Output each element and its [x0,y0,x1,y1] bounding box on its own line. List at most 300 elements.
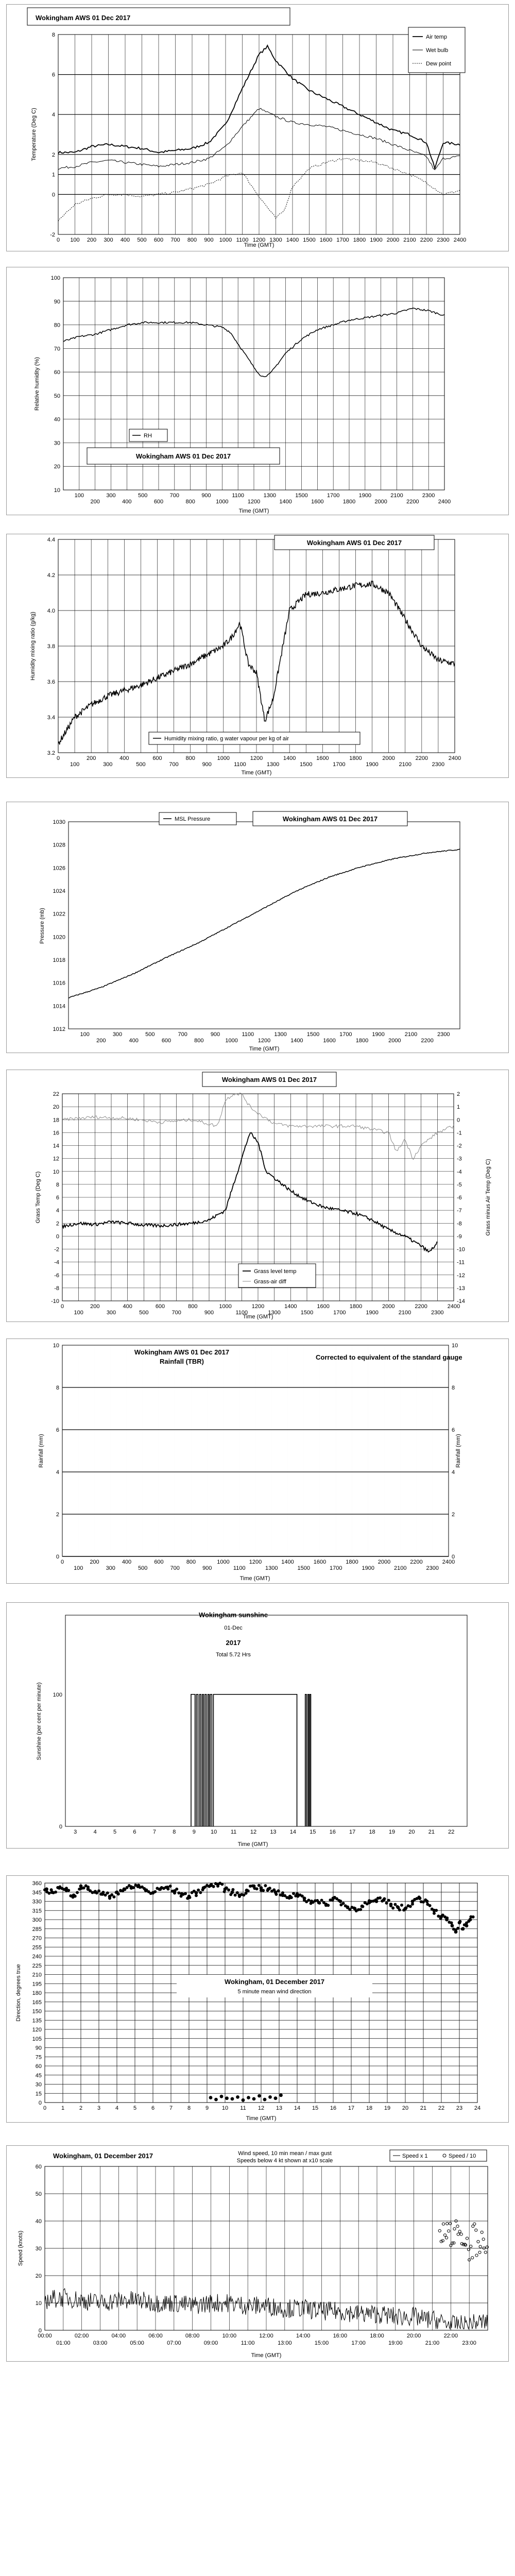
direction-point [220,2095,224,2098]
x-tick-label: 2000 [377,1559,391,1565]
x-tick-label: 2000 [382,1303,395,1310]
y-tick-label: 345 [32,1889,42,1896]
y-axis-label: Humidity mixing ratio (g/kg) [30,612,36,681]
direction-point [97,1889,100,1892]
direction-point [117,1892,120,1895]
x-tick-label: 1700 [333,761,346,768]
y-tick-label: 330 [32,1899,42,1905]
legend [159,812,236,825]
x-tick-label: 2200 [415,1303,427,1310]
x-tick-label: 1400 [283,755,296,761]
y-right-tick-label: -13 [457,1285,465,1292]
wind-direction-chart-panel [6,1875,509,2123]
x-tick-label: 10 [221,2105,229,2111]
y-tick-label: 1030 [53,819,65,825]
x-tick-label: 06:00 [148,2333,163,2339]
direction-point [346,1905,349,1908]
y-right-tick-label: -8 [457,1221,462,1227]
direction-point [318,1902,321,1905]
direction-point [391,1907,394,1910]
x-tick-label: 300 [106,493,116,499]
direction-point [242,2098,245,2102]
x-tick-label: 2400 [448,755,461,761]
direction-point [236,2095,239,2099]
x-tick-label: 100 [74,493,84,499]
y-right-tick-label: 4 [452,1469,455,1476]
direction-point [445,1917,449,1920]
x-tick-label: 07:00 [167,2340,181,2346]
x-tick-label: 1300 [274,1031,287,1038]
x-tick-label: 700 [169,761,179,768]
x-axis-label: Time (GMT) [249,1046,280,1052]
x-tick-label: 08:00 [185,2333,200,2339]
y-tick-label: -10 [51,1298,59,1304]
x-tick-label: 1600 [313,1559,327,1565]
y-tick-label: 10 [53,1168,59,1175]
x-tick-label: 0 [43,2105,47,2111]
x-tick-label: 700 [170,237,180,243]
direction-point [258,1884,261,1887]
y-tick-label: 40 [54,416,60,423]
x-tick-label: 1700 [333,1310,346,1316]
x-tick-label: 1200 [258,1038,271,1044]
direction-point [231,1888,234,1891]
direction-point [106,1891,109,1894]
x-tick-label: 3 [74,1829,77,1835]
x-tick-label: 1900 [366,1310,379,1316]
chart-note-1: Wind speed, 10 min mean / max gust [238,2150,332,2157]
x-tick-label: 800 [186,1559,196,1565]
direction-point [54,1891,57,1894]
y-tick-label: 10 [35,2300,42,2307]
wind-speed-chart [7,2146,509,2362]
x-tick-label: 1700 [327,493,340,499]
y-tick-label: 60 [35,2164,42,2170]
x-tick-label: 18:00 [370,2333,384,2339]
x-tick-label: 400 [129,1038,139,1044]
x-tick-label: 2300 [437,237,450,243]
x-tick-label: 1300 [268,1310,281,1316]
x-tick-label: 23 [456,2105,463,2111]
x-tick-label: 1500 [306,1031,320,1038]
legend [238,1264,316,1287]
y-tick-label: 75 [35,2054,42,2061]
y-tick-label: 18 [53,1117,59,1124]
y-tick-label: 120 [32,2027,42,2033]
direction-point [467,1920,470,1923]
x-tick-label: 1700 [336,237,349,243]
y-right-tick-label: -12 [457,1272,465,1279]
x-tick-label: 1400 [284,1303,297,1310]
x-tick-label: 2200 [410,1559,423,1565]
y-tick-label: 3.8 [47,643,55,650]
y-right-tick-label: 2 [452,1512,455,1518]
direction-point [424,1899,427,1902]
y-tick-label: 1020 [53,934,65,941]
x-tick-label: 600 [155,1303,165,1310]
y-right-tick-label: -4 [457,1168,462,1175]
chart-subtitle: Rainfall (TBR) [160,1358,204,1365]
x-tick-label: 2 [79,2105,83,2111]
x-tick-label: 700 [178,1031,187,1038]
y-axis-label: Pressure (mb) [39,908,45,944]
x-tick-label: 300 [104,237,113,243]
wind-speed-chart-panel [6,2145,509,2362]
direction-point [223,1890,226,1893]
grass-temp-chart [7,1070,509,1323]
x-tick-label: 1800 [342,499,356,505]
x-tick-label: 900 [210,1031,220,1038]
x-tick-label: 1900 [372,1031,385,1038]
x-tick-label: 19 [384,2105,391,2111]
direction-point [348,1908,351,1911]
direction-point [87,1886,90,1889]
direction-point [234,1893,237,1896]
x-tick-label: 500 [145,1031,155,1038]
direction-point [437,1914,440,1918]
x-tick-label: 2200 [406,499,419,505]
x-tick-label: 800 [194,1038,204,1044]
direction-point [193,1890,196,1893]
x-tick-label: 1700 [330,1565,342,1571]
pressure-chart-panel [6,802,509,1053]
direction-point [195,1894,198,1897]
direction-point [379,1896,382,1900]
direction-point [396,1905,399,1908]
direction-point [255,1887,259,1890]
legend-pressure: MSL Pressure [175,816,211,822]
direction-point [322,1901,325,1904]
x-tick-label: 2100 [404,1031,418,1038]
x-tick-label: 1300 [263,493,277,499]
x-tick-label: 6 [151,2105,155,2111]
x-tick-label: 05:00 [130,2340,144,2346]
direction-point [281,1891,284,1894]
humidity-chart-panel [6,267,509,515]
direction-point [247,2096,250,2099]
direction-point [393,1903,397,1906]
y-axis-right-label: Rainfall (mm) [455,1434,461,1468]
legend [149,732,360,744]
plot-area [68,822,460,1029]
x-tick-label: 16 [330,2105,337,2111]
x-tick-label: 200 [90,499,100,505]
direction-point [307,1899,310,1902]
x-tick-label: 1600 [311,499,324,505]
x-tick-label: 1400 [279,499,292,505]
x-axis-label: Time (GMT) [237,1841,268,1848]
y-right-tick-label: 2 [457,1091,460,1097]
chart-title: Wokingham, 01 December 2017 [53,2152,153,2160]
legend [408,27,465,73]
y-right-tick-label: 0 [452,1554,455,1560]
x-tick-label: 500 [138,493,148,499]
y-tick-label: 60 [54,369,60,376]
y-tick-label: 360 [32,1880,42,1887]
direction-point [461,1927,464,1930]
x-tick-label: 500 [138,1565,148,1571]
direction-point [216,1885,219,1888]
y-axis-label: Rainfall (mm) [38,1434,44,1468]
direction-point [199,1891,202,1894]
x-tick-label: 19 [388,1829,396,1835]
mixing-ratio-chart-panel [6,534,509,778]
x-tick-label: 01:00 [56,2340,71,2346]
y-tick-label: 4.4 [47,537,55,543]
humidity-chart [7,267,509,516]
x-tick-label: 1300 [266,761,280,768]
x-tick-label: 14:00 [296,2333,311,2339]
x-tick-label: 100 [70,237,80,243]
direction-point [188,1896,191,1899]
direction-point [400,1904,403,1907]
direction-point [258,2094,261,2098]
x-tick-label: 1000 [219,237,232,243]
direction-point [301,1894,304,1897]
y-right-tick-label: -9 [457,1233,462,1240]
y-tick-label: 10 [53,1343,59,1349]
y-tick-label: 1014 [53,1003,65,1010]
direction-point [76,1891,79,1894]
x-tick-label: 100 [74,1310,83,1316]
direction-point [433,1912,436,1915]
x-tick-label: 600 [153,499,164,505]
x-tick-label: 22 [438,2105,445,2111]
x-tick-label: 1800 [346,1559,358,1565]
y-tick-label: 135 [32,2018,42,2024]
y-tick-label: 10 [54,487,60,494]
x-tick-label: 2200 [421,1038,434,1044]
y-tick-label: 150 [32,2008,42,2015]
chart-title: Wokingham AWS 01 Dec 2017 [221,1076,317,1083]
x-tick-label: 1500 [303,237,316,243]
y-right-tick-label: -1 [457,1130,462,1137]
x-tick-label: 200 [86,755,96,761]
direction-point [236,1891,239,1894]
x-tick-label: 400 [120,237,130,243]
y-axis-right-label: Grass minus Air Temp (Deg C) [485,1159,491,1236]
legend-air-temp: Air temp [426,34,447,40]
direction-point [212,1885,215,1888]
x-tick-label: 0 [60,1303,64,1310]
y-tick-label: 45 [35,2072,42,2079]
x-tick-label: 2300 [426,1565,439,1571]
y-right-tick-label: 1 [457,1104,460,1111]
direction-point [264,1884,267,1887]
x-tick-label: 400 [119,755,129,761]
y-tick-label: 1026 [53,865,65,872]
direction-point [381,1900,384,1903]
x-tick-label: 500 [137,237,147,243]
x-tick-label: 900 [204,1310,214,1316]
x-tick-label: 2300 [432,761,445,768]
direction-point [337,1899,340,1902]
y-tick-label: 50 [35,2191,42,2197]
x-tick-label: 1400 [281,1559,294,1565]
y-tick-label: 285 [32,1926,42,1933]
direction-point [227,1888,230,1891]
x-tick-label: 14 [289,1829,296,1835]
x-tick-label: 1200 [251,1303,265,1310]
direction-point [169,1885,172,1888]
x-tick-label: 300 [103,761,113,768]
x-axis-label: Time (GMT) [246,2115,277,2122]
y-tick-label: 2 [52,151,55,158]
direction-point [175,1888,178,1891]
legend [390,2150,487,2161]
y-tick-label: 0 [56,1554,59,1560]
direction-point [214,2098,218,2102]
legend-wet-bulb: Wet bulb [426,47,449,54]
y-right-tick-label: 0 [457,1117,460,1124]
direction-point [47,1892,50,1895]
y-tick-label: 4 [52,112,55,118]
y-right-tick-label: -6 [457,1195,462,1201]
x-tick-label: 400 [122,499,132,505]
x-tick-label: 100 [70,761,80,768]
direction-point [389,1904,392,1907]
y-tick-label: 8 [52,32,55,38]
sunshine-chart [7,1603,509,1849]
y-tick-label: 300 [32,1917,42,1923]
x-tick-label: 14 [294,2105,301,2111]
x-tick-label: 21 [428,1829,435,1835]
x-tick-label: 1900 [366,761,379,768]
direction-point [201,1888,204,1891]
x-tick-label: 1800 [355,1038,369,1044]
x-tick-label: 2400 [442,1559,455,1565]
x-tick-label: 17 [348,2105,355,2111]
x-tick-label: 1100 [232,493,244,499]
direction-point [418,1895,421,1899]
chart-subtitle: 5 minute mean wind direction [237,1989,312,1995]
x-tick-label: 18 [369,1829,375,1835]
y-tick-label: 90 [54,298,60,305]
y-tick-label: 4 [56,1469,59,1476]
direction-point [279,2093,283,2097]
x-tick-label: 800 [185,499,195,505]
y-tick-label: 100 [53,1691,62,1698]
x-tick-label: 1800 [349,1303,363,1310]
x-tick-label: 15 [312,2105,319,2111]
direction-point [252,2097,256,2101]
y-right-tick-label: -2 [457,1143,462,1149]
x-tick-label: 10:00 [222,2333,237,2339]
y-axis-label: Grass Temp (Deg C) [35,1171,41,1224]
chart-note: Corrected to equivalent of the standard gauge [316,1353,462,1361]
y-tick-label: -8 [54,1285,59,1292]
x-tick-label: 1400 [286,237,299,243]
x-tick-label: 2000 [374,499,387,505]
x-tick-label: 11:00 [241,2340,255,2346]
direction-point [132,1886,135,1889]
x-tick-label: 1100 [234,761,246,768]
y-tick-label: -4 [54,1259,59,1266]
x-tick-label: 900 [202,1565,212,1571]
x-tick-label: 15:00 [314,2340,329,2346]
y-tick-label: 1016 [53,980,65,987]
y-tick-label: 255 [32,1944,42,1951]
legend-diff: Grass-air diff [254,1279,286,1285]
y-right-tick-label: -11 [457,1259,465,1266]
y-tick-label: 3.4 [47,715,55,721]
x-tick-label: 200 [90,1303,100,1310]
x-tick-label: 1900 [358,493,372,499]
y-right-tick-label: -3 [457,1156,462,1162]
direction-point [361,1905,364,1908]
direction-point [225,2096,229,2100]
x-tick-label: 2100 [398,1310,411,1316]
y-tick-label: -2 [50,232,55,238]
direction-point [274,2096,278,2100]
direction-point [383,1897,386,1901]
x-axis-label: Time (GMT) [243,1314,273,1320]
x-tick-label: 1300 [265,1565,278,1571]
direction-point [231,2097,234,2101]
x-tick-label: 19:00 [388,2340,403,2346]
x-tick-label: 1600 [317,1303,330,1310]
x-tick-label: 800 [188,1303,198,1310]
direction-point [245,1892,248,1895]
x-tick-label: 1900 [362,1565,374,1571]
direction-point [209,2096,213,2099]
x-axis-label: Time (GMT) [238,508,269,514]
chart-title: Wokingham AWS 01 Dec 2017 [135,452,231,460]
y-tick-label: 4.2 [47,572,55,579]
y-tick-label: 6 [56,1427,59,1433]
x-tick-label: 1300 [269,237,282,243]
direction-point [331,1899,334,1902]
direction-point [67,1889,70,1892]
direction-point [173,1891,176,1894]
y-tick-label: 70 [54,346,60,352]
x-tick-label: 2400 [438,499,451,505]
direction-point [398,1908,401,1911]
temperature-chart [7,5,509,252]
legend-speed-div10: Speed / 10 [449,2153,476,2159]
direction-point [220,1883,224,1886]
y-tick-label: 0 [59,1824,62,1830]
y-tick-label: 15 [35,2091,42,2097]
y-tick-label: 30 [35,2081,42,2088]
x-tick-label: 2200 [420,237,433,243]
x-tick-label: 1100 [233,1565,246,1571]
y-tick-label: 40 [35,2218,42,2225]
x-tick-label: 1400 [290,1038,303,1044]
x-tick-label: 1100 [236,237,249,243]
direction-point [197,1889,200,1892]
x-tick-label: 04:00 [111,2333,126,2339]
x-tick-label: 1800 [353,237,366,243]
x-tick-label: 300 [106,1565,115,1571]
direction-point [451,1924,454,1927]
x-tick-label: 1600 [319,237,333,243]
direction-point [320,1899,323,1902]
legend-hmr: Humidity mixing ratio, g water vapour per kg of air [164,736,289,742]
x-tick-label: 00:00 [38,2333,52,2339]
x-tick-label: 2200 [415,755,428,761]
y-tick-label: 240 [32,1954,42,1960]
direction-point [274,1893,278,1896]
x-tick-label: 7 [169,2105,173,2111]
x-tick-label: 13 [276,2105,283,2111]
x-tick-label: 600 [154,1559,164,1565]
y-right-tick-label: -7 [457,1208,462,1214]
direction-point [327,1904,330,1907]
x-tick-label: 6 [133,1829,136,1835]
legend-rh: RH [144,433,152,439]
y-tick-label: 0 [56,1233,59,1240]
